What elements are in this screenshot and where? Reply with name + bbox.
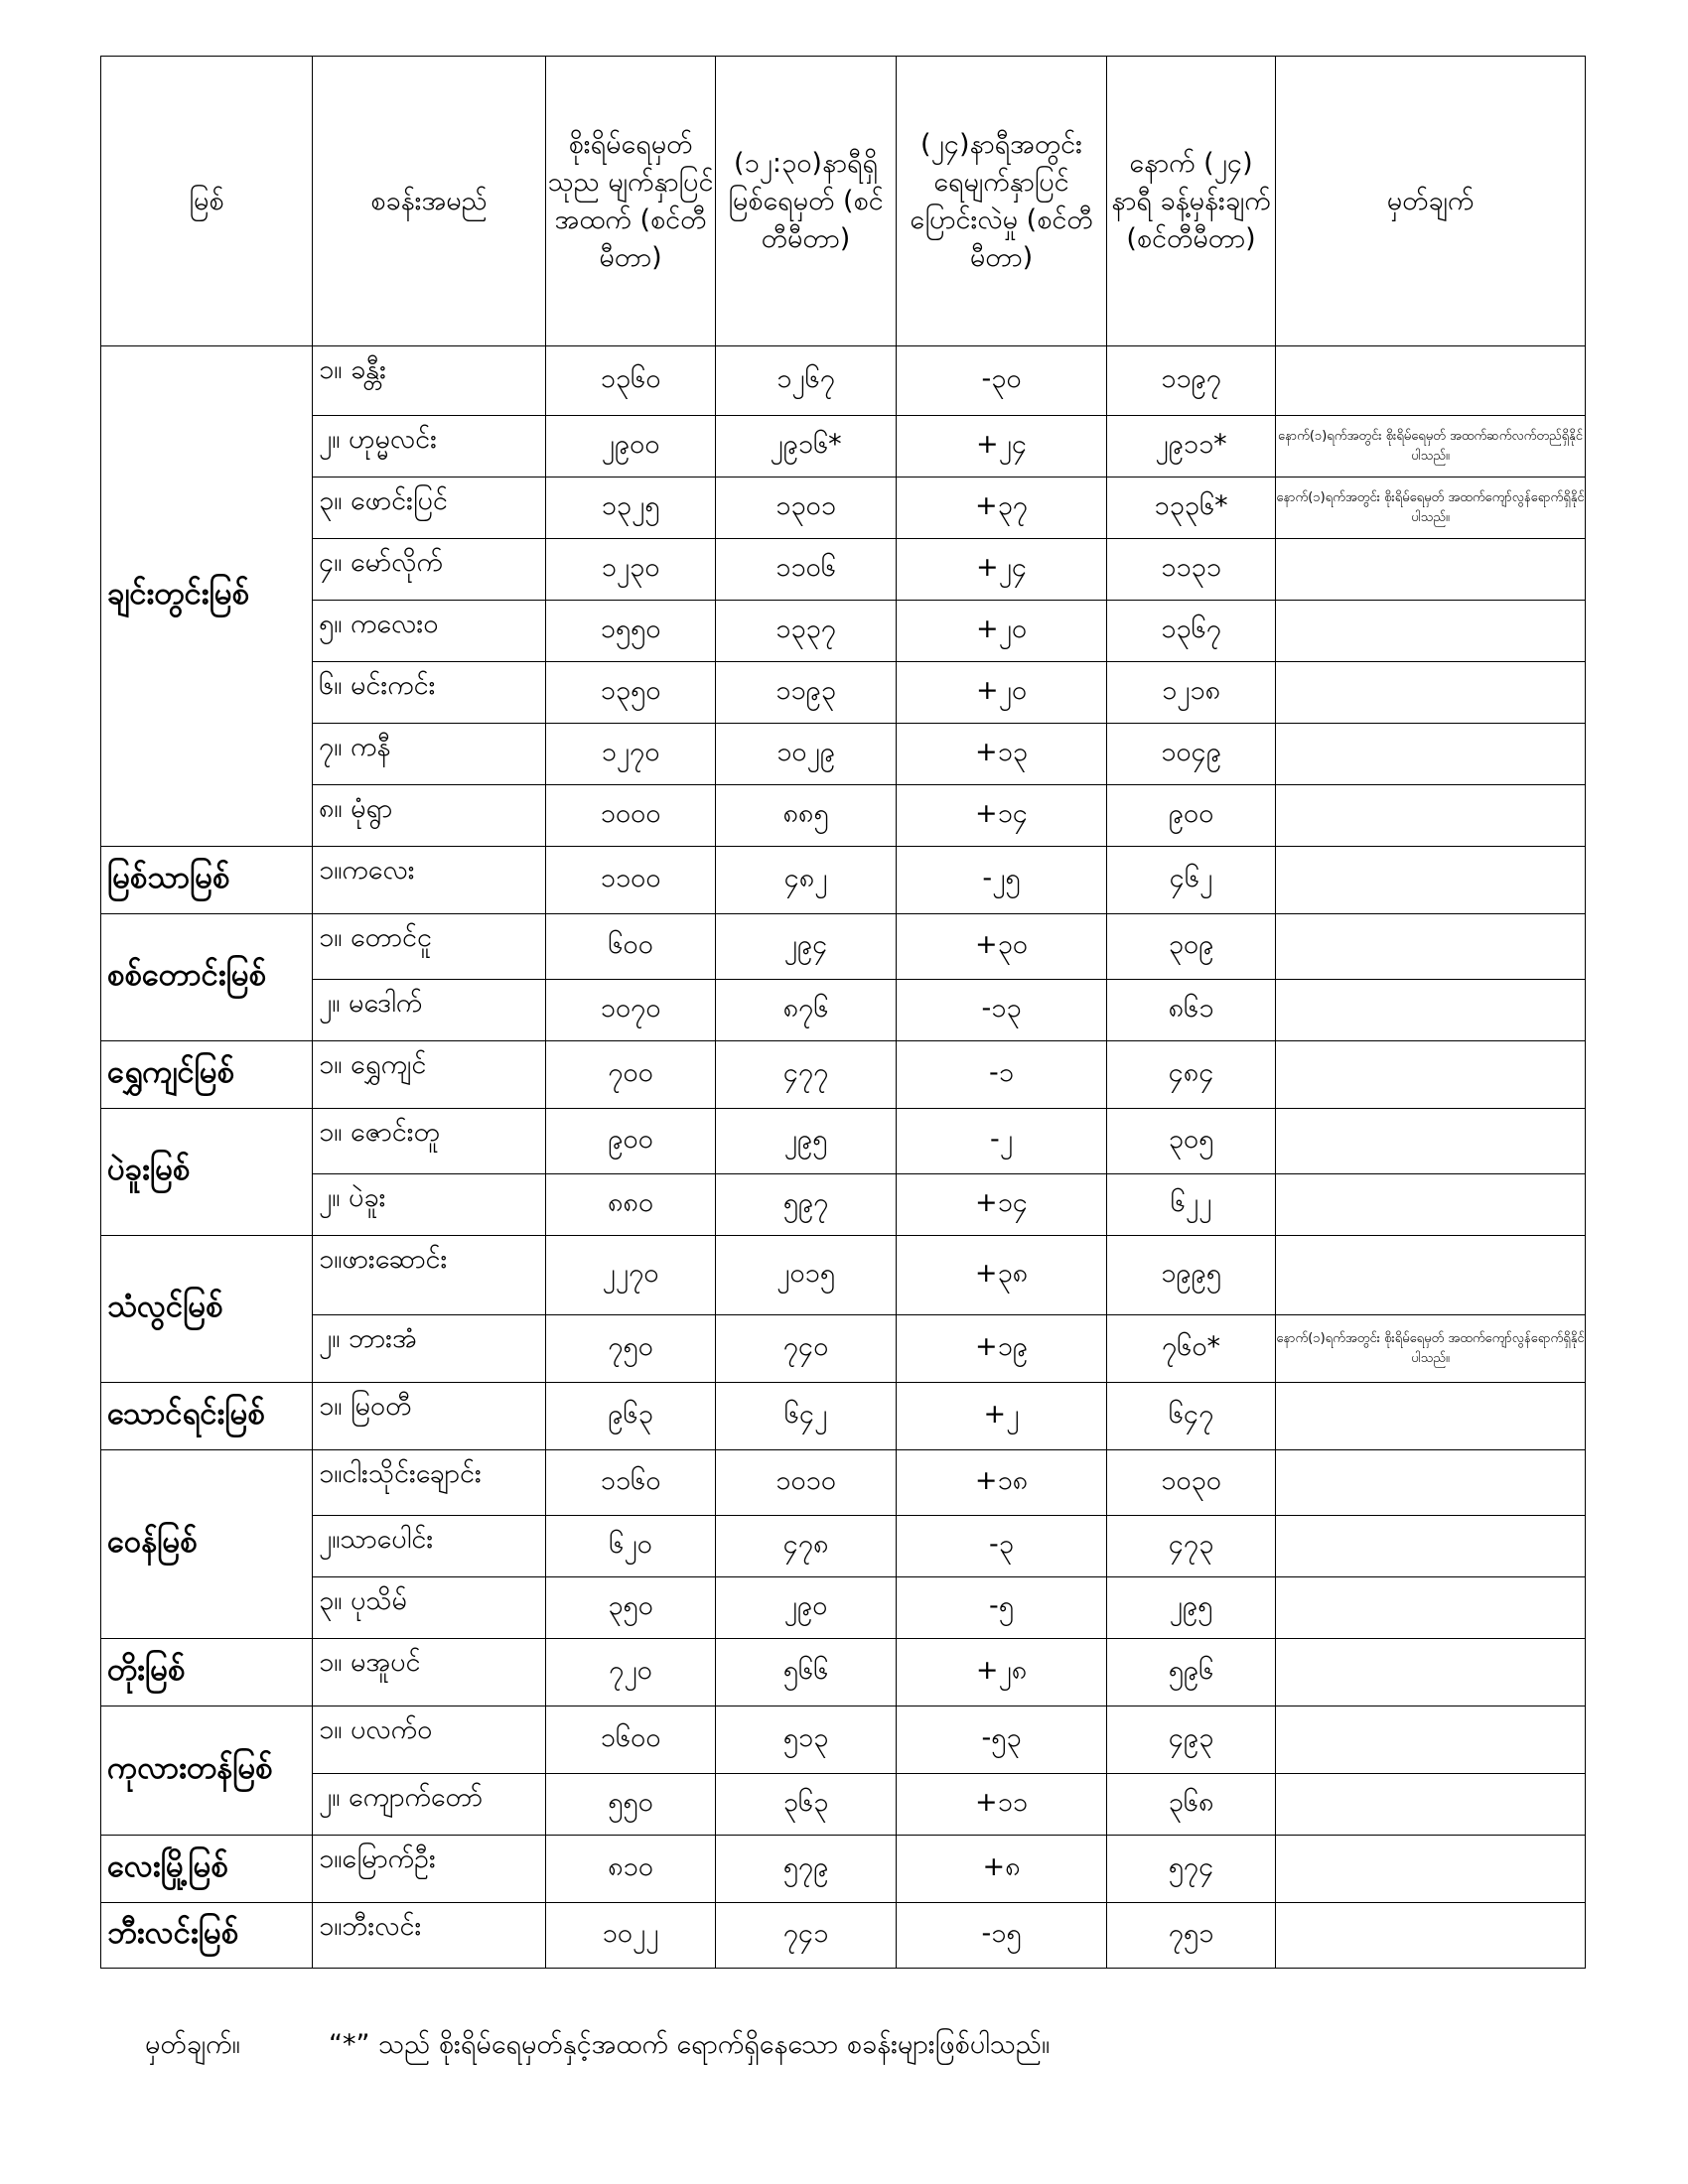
current-level: ၄၈၂: [716, 847, 897, 914]
forecast-level: ၃၀၅: [1107, 1109, 1276, 1174]
danger-level: ၁၂၇၀: [546, 724, 716, 785]
station-name: ၁။ မအူပင်: [313, 1639, 546, 1706]
level-change: -၁: [897, 1041, 1107, 1109]
danger-level: ၆၀၀: [546, 914, 716, 980]
current-level: ၅၆၆: [716, 1639, 897, 1706]
table-row: [101, 1774, 1586, 1836]
remark: [1276, 724, 1586, 785]
table-row: [101, 980, 1586, 1041]
forecast-level: ၁၁၃၁: [1107, 539, 1276, 601]
level-change: +၁၁: [897, 1774, 1107, 1836]
table-row: [101, 1706, 1586, 1774]
station-name: ၁။ ရွှေကျင်: [313, 1041, 546, 1109]
remark: [1276, 1450, 1586, 1516]
station-name: ၅။ ကလေးဝ: [313, 601, 546, 662]
remark: [1276, 980, 1586, 1041]
station-name: ၂။ ကျောက်တော်: [313, 1774, 546, 1836]
river-name: မြစ်သာမြစ်: [101, 847, 313, 914]
river-name: ဘီးလင်းမြစ်: [101, 1903, 313, 1969]
river-name: လေးမြို့မြစ်: [101, 1836, 313, 1903]
forecast-level: ၆၂၂: [1107, 1174, 1276, 1236]
table-row: [101, 539, 1586, 601]
forecast-level: ၆၄၇: [1107, 1383, 1276, 1450]
current-level: ၁၃၃၇: [716, 601, 897, 662]
remark: [1276, 1639, 1586, 1706]
level-change: -၂၅: [897, 847, 1107, 914]
table-row: [101, 1516, 1586, 1577]
remark: [1276, 1383, 1586, 1450]
forecast-level: ၄၆၂: [1107, 847, 1276, 914]
footnote: [145, 2027, 1050, 2067]
danger-level: ၇၂၀: [546, 1639, 716, 1706]
remark: [1276, 1109, 1586, 1174]
forecast-level: ၂၉၁၁*: [1107, 416, 1276, 478]
station-name: ၁။ ဇောင်းတူ: [313, 1109, 546, 1174]
current-level: ၂၉၄: [716, 914, 897, 980]
table-row: [101, 1041, 1586, 1109]
current-level: ၃၆၃: [716, 1774, 897, 1836]
station-name: ၁။ကလေး: [313, 847, 546, 914]
station-name: ၂။ မဒေါက်: [313, 980, 546, 1041]
remark: [1276, 346, 1586, 416]
danger-level: ၉၀၀: [546, 1109, 716, 1174]
danger-level: ၇၅၀: [546, 1315, 716, 1383]
station-name: ၂။သာပေါင်း: [313, 1516, 546, 1577]
current-level: ၁၁၉၃: [716, 662, 897, 724]
current-level: ၅၁၃: [716, 1706, 897, 1774]
danger-level: ၁၆၀၀: [546, 1706, 716, 1774]
header-danger-level: စိုးရိမ်ရေမှတ် သုည မျက်နှာပြင် အထက် (စင်တီမီတာ): [546, 57, 716, 346]
danger-level: ၁၁၀၀: [546, 847, 716, 914]
remark: [1276, 539, 1586, 601]
current-level: ၈၈၅: [716, 785, 897, 847]
table-row: [101, 601, 1586, 662]
level-change: -၁၅: [897, 1903, 1107, 1969]
remark: [1276, 1041, 1586, 1109]
table-row: [101, 478, 1586, 539]
forecast-level: ၅၇၄: [1107, 1836, 1276, 1903]
current-level: ၈၇၆: [716, 980, 897, 1041]
station-name: ၁။ ခန္တီး: [313, 346, 546, 416]
river-name: ကုလားတန်မြစ်: [101, 1706, 313, 1836]
current-level: ၅၇၉: [716, 1836, 897, 1903]
danger-level: ၆၂၀: [546, 1516, 716, 1577]
level-change: -၃: [897, 1516, 1107, 1577]
level-change: +၃၀: [897, 914, 1107, 980]
station-name: ၁။ငါးသိုင်းချောင်း: [313, 1450, 546, 1516]
forecast-level: ၅၉၆: [1107, 1639, 1276, 1706]
danger-level: ၅၅၀: [546, 1774, 716, 1836]
danger-level: ၃၅၀: [546, 1577, 716, 1639]
river-name: ဝေန်မြစ်: [101, 1450, 313, 1639]
level-change: +၃၈: [897, 1236, 1107, 1315]
danger-level: ၁၀၂၂: [546, 1903, 716, 1969]
station-name: ၈။ မုံရွာ: [313, 785, 546, 847]
table-row: [101, 1450, 1586, 1516]
table-row: [101, 1639, 1586, 1706]
station-name: ၂။ ဘားအံ: [313, 1315, 546, 1383]
forecast-level: ၃၆၈: [1107, 1774, 1276, 1836]
level-change: +၂၀: [897, 601, 1107, 662]
level-change: -၁၃: [897, 980, 1107, 1041]
table-row: [101, 346, 1586, 416]
danger-level: ၁၀၇၀: [546, 980, 716, 1041]
danger-level: ၁၀၀၀: [546, 785, 716, 847]
level-change: -၅: [897, 1577, 1107, 1639]
forecast-level: ၁၀၄၉: [1107, 724, 1276, 785]
station-name: ၁။ဖားဆောင်း: [313, 1236, 546, 1315]
forecast-level: ၁၀၃၀: [1107, 1450, 1276, 1516]
danger-level: ၈၁၀: [546, 1836, 716, 1903]
level-change: +၁၄: [897, 1174, 1107, 1236]
current-level: ၄၇၈: [716, 1516, 897, 1577]
remark: [1276, 785, 1586, 847]
current-level: ၁၀၁၀: [716, 1450, 897, 1516]
header-current-level: (၁၂:၃၀)နာရီရှိ မြစ်ရေမှတ် (စင်တီမီတာ): [716, 57, 897, 346]
forecast-level: ၁၁၉၇: [1107, 346, 1276, 416]
level-change: +၁၈: [897, 1450, 1107, 1516]
current-level: ၁၀၂၉: [716, 724, 897, 785]
level-change: +၁၉: [897, 1315, 1107, 1383]
station-name: ၁။မြောက်ဦး: [313, 1836, 546, 1903]
forecast-level: ၄၇၃: [1107, 1516, 1276, 1577]
station-name: ၇။ ကနီ: [313, 724, 546, 785]
table-row: [101, 1903, 1586, 1969]
current-level: ၂၉၀: [716, 1577, 897, 1639]
current-level: ၂၉၁၆*: [716, 416, 897, 478]
river-name: ရွှေကျင်မြစ်: [101, 1041, 313, 1109]
remark: [1276, 1836, 1586, 1903]
remark: [1276, 662, 1586, 724]
footnote-text: “*” သည် စိုးရိမ်ရေမှတ်နှင့်အထက် ရောက်ရှိနေသော စခန်းများဖြစ်ပါသည်။: [329, 2029, 1051, 2060]
header-station: စခန်းအမည်: [313, 57, 546, 346]
remark: နောက်(၁)ရက်အတွင်း စိုးရိမ်ရေမှတ် အထက်ဆက်လက်တည်ရှိနိုင်ပါသည်။: [1276, 416, 1586, 478]
table-row: [101, 847, 1586, 914]
station-name: ၆။ မင်းကင်း: [313, 662, 546, 724]
river-name: သောင်ရင်းမြစ်: [101, 1383, 313, 1450]
current-level: ၂၉၅: [716, 1109, 897, 1174]
remark: နောက်(၁)ရက်အတွင်း စိုးရိမ်ရေမှတ် အထက်ကျော်လွန်ရောက်ရှိနိုင်ပါသည်။: [1276, 1315, 1586, 1383]
remark: [1276, 1174, 1586, 1236]
forecast-level: ၁၃၃၆*: [1107, 478, 1276, 539]
remark: [1276, 601, 1586, 662]
table-row: [101, 1236, 1586, 1315]
danger-level: ၁၃၅၀: [546, 662, 716, 724]
level-change: +၁၄: [897, 785, 1107, 847]
river-name: တိုးမြစ်: [101, 1639, 313, 1706]
level-change: +၈: [897, 1836, 1107, 1903]
station-name: ၁။ မြဝတီ: [313, 1383, 546, 1450]
danger-level: ၁၂၃၀: [546, 539, 716, 601]
table-row: [101, 914, 1586, 980]
forecast-level: ၈၆၁: [1107, 980, 1276, 1041]
station-name: ၁။ဘီးလင်း: [313, 1903, 546, 1969]
current-level: ၇၄၁: [716, 1903, 897, 1969]
danger-level: ၉၆၃: [546, 1383, 716, 1450]
remark: [1276, 1706, 1586, 1774]
current-level: ၆၄၂: [716, 1383, 897, 1450]
table-row: [101, 662, 1586, 724]
table-row: [101, 416, 1586, 478]
level-change: +၂: [897, 1383, 1107, 1450]
level-change: +၂၀: [897, 662, 1107, 724]
level-change: -၅၃: [897, 1706, 1107, 1774]
header-row: [101, 57, 1586, 346]
remark: [1276, 1903, 1586, 1969]
forecast-level: ၇၆၀*: [1107, 1315, 1276, 1383]
header-24h-change: (၂၄)နာရီအတွင်း ရေမျက်နှာပြင် ပြောင်းလဲမှု (စင်တီမီတာ): [897, 57, 1107, 346]
current-level: ၅၉၇: [716, 1174, 897, 1236]
header-river: မြစ်: [101, 57, 313, 346]
current-level: ၇၄၀: [716, 1315, 897, 1383]
current-level: ၄၇၇: [716, 1041, 897, 1109]
remark: [1276, 847, 1586, 914]
station-name: ၂။ ဟုမ္မလင်း: [313, 416, 546, 478]
header-remark: မှတ်ချက်: [1276, 57, 1586, 346]
danger-level: ၈၈၀: [546, 1174, 716, 1236]
danger-level: ၁၅၅၀: [546, 601, 716, 662]
current-level: ၁၂၆၇: [716, 346, 897, 416]
danger-level: ၇၀၀: [546, 1041, 716, 1109]
table-row: [101, 1174, 1586, 1236]
table-row: [101, 1109, 1586, 1174]
header-forecast: နောက် (၂၄) နာရီ ခန့်မှန်းချက် (စင်တီမီတာ): [1107, 57, 1276, 346]
current-level: ၁၁၀၆: [716, 539, 897, 601]
flood-level-table: [100, 56, 1586, 1969]
remark: [1276, 914, 1586, 980]
level-change: +၂၄: [897, 539, 1107, 601]
table-row: [101, 785, 1586, 847]
table-row: [101, 1383, 1586, 1450]
current-level: ၂၀၁၅: [716, 1236, 897, 1315]
forecast-level: ၄၉၃: [1107, 1706, 1276, 1774]
level-change: -၃၀: [897, 346, 1107, 416]
danger-level: ၂၂၇၀: [546, 1236, 716, 1315]
table-row: [101, 1577, 1586, 1639]
danger-level: ၁၃၂၅: [546, 478, 716, 539]
river-name: ပဲခူးမြစ်: [101, 1109, 313, 1236]
remark: နောက်(၁)ရက်အတွင်း စိုးရိမ်ရေမှတ် အထက်ကျော်လွန်ရောက်ရှိနိုင်ပါသည်။: [1276, 478, 1586, 539]
station-name: ၃။ ပုသိမ်: [313, 1577, 546, 1639]
forecast-level: ၂၉၅: [1107, 1577, 1276, 1639]
remark: [1276, 1577, 1586, 1639]
remark: [1276, 1774, 1586, 1836]
table-row: [101, 724, 1586, 785]
current-level: ၁၃၀၁: [716, 478, 897, 539]
forecast-level: ၁၉၉၅: [1107, 1236, 1276, 1315]
station-name: ၁။ ပလက်ဝ: [313, 1706, 546, 1774]
forecast-level: ၁၂၁၈: [1107, 662, 1276, 724]
danger-level: ၁၁၆၀: [546, 1450, 716, 1516]
forecast-level: ၃၀၉: [1107, 914, 1276, 980]
river-name: စစ်တောင်းမြစ်: [101, 914, 313, 1041]
level-change: +၁၃: [897, 724, 1107, 785]
remark: [1276, 1236, 1586, 1315]
level-change: +၂၄: [897, 416, 1107, 478]
level-change: +၃၇: [897, 478, 1107, 539]
level-change: +၂၈: [897, 1639, 1107, 1706]
forecast-level: ၇၅၁: [1107, 1903, 1276, 1969]
remark: [1276, 1516, 1586, 1577]
danger-level: ၁၃၆၀: [546, 346, 716, 416]
level-change: -၂: [897, 1109, 1107, 1174]
station-name: ၄။ မော်လိုက်: [313, 539, 546, 601]
forecast-level: ၄၈၄: [1107, 1041, 1276, 1109]
danger-level: ၂၉၀၀: [546, 416, 716, 478]
table-row: [101, 1836, 1586, 1903]
table-row: [101, 1315, 1586, 1383]
station-name: ၁။ တောင်ငူ: [313, 914, 546, 980]
station-name: ၃။ ဖောင်းပြင်: [313, 478, 546, 539]
footnote-label: မှတ်ချက်။: [145, 2029, 240, 2060]
river-name: သံလွင်မြစ်: [101, 1236, 313, 1383]
station-name: ၂။ ပဲခူး: [313, 1174, 546, 1236]
forecast-level: ၉၀၀: [1107, 785, 1276, 847]
river-name: ချင်းတွင်းမြစ်: [101, 346, 313, 847]
forecast-level: ၁၃၆၇: [1107, 601, 1276, 662]
